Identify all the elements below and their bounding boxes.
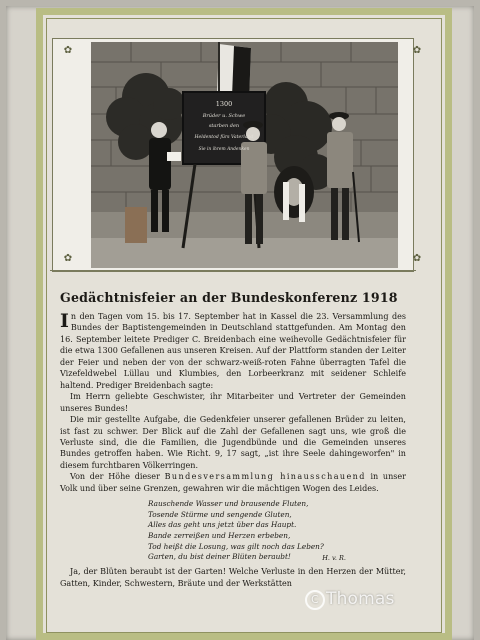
copyright-watermark xyxy=(305,589,395,611)
poem-line: Bande zerreißen und Herzen erbeben, xyxy=(148,531,291,541)
paragraph-outlook-start: Von der Höhe dieser xyxy=(70,472,160,482)
paragraph-outlook-end: in unser Volk und über seine Grenzen, gewahren wir die mächtigen Wogen des Leides. xyxy=(60,472,407,493)
poem-line: Rauschende Wasser und brausende Fluten, xyxy=(148,499,309,509)
poem-signature: H. v. R. xyxy=(322,553,346,562)
plaque-line-1: 1300 xyxy=(215,100,233,108)
poem-line: Tosende Stürme und sengende Gluten, xyxy=(148,509,292,519)
corner-ornament-top-left: ✿ xyxy=(63,45,73,56)
paragraph-intro-text: n den Tagen vom 15. bis 17. September hat in Kassel die 23. Versammlung des Bundes der Baptistengemeinden in Deutschland stattgefunden. Am Montag den 16. September leitete Prediger C. Breidenbach eine weihevolle Gedächtnisfeier für die etwa 1300 Gefallenen aus unseren Kreisen. Auf der Plattform standen der Leiter der Feier und neben der von der schwarz-weiß-roten Fahne überragten Tafel die Vizefeldwebel Lüllau und Klumbies, den Lorbeerkranz mit seidener Schleife haltend. Prediger Breidenbach sagte: xyxy=(60,312,406,390)
paragraph-salutation: Im Herrn geliebte Geschwister, ihr Mitarbeiter und Vertreter der Gemeinden unseres Bundes! xyxy=(60,392,406,413)
photo-text-divider xyxy=(50,270,416,271)
paragraph-closing: Ja, der Blüten beraubt ist der Garten! Welche Verluste in den Herzen der Mütter, Gatten, Kinder, Schwestern, Bräute und der Werkstätten xyxy=(60,567,406,588)
corner-ornament-bottom-left: ✿ xyxy=(63,253,73,264)
article xyxy=(60,290,406,589)
poem xyxy=(148,499,406,563)
corner-ornament-bottom-right: ✿ xyxy=(412,253,422,264)
article-title: Gedächtnisfeier an der Bundeskonferenz 1918 xyxy=(60,290,398,305)
watermark-text: Thomas xyxy=(326,589,395,609)
paragraph-outlook xyxy=(60,471,406,494)
drop-cap: I xyxy=(60,310,69,332)
plaque-line-2: Brüder u. Schwe xyxy=(202,113,246,119)
paragraph-intro xyxy=(60,311,406,391)
paragraph-losses: Die mir gestellte Aufgabe, die Gedenkfeier unserer gefallenen Brüder zu leiten, ist fast zu schwer. Der Blick auf die Zahl der Gefallenen sagt uns, wie groß die Verluste sind, die die Familien, die Jugendbünde und die Gemeinden unseres Bundes getroffen haben. Wie Richt. 9, 17 sagt, „ist ihre Seele dahingeworfen" in diesem furchtbaren Völkerringen. xyxy=(60,415,406,470)
corner-ornament-top-right: ✿ xyxy=(412,45,422,56)
copyright-symbol: C xyxy=(305,590,325,610)
plaque-line-4: Heldentod fürs Vaterland xyxy=(194,135,254,140)
paragraph-outlook-spaced: Bundesversammlung hinausschauend xyxy=(164,472,366,482)
memorial-photograph xyxy=(91,42,398,268)
plaque-line-3: starben den xyxy=(208,123,240,129)
photo-illustration xyxy=(91,42,398,268)
poem-line: Garten, du bist deiner Blüten beraubt! xyxy=(148,552,291,562)
plaque-line-5: Sie in ihrem Andenken xyxy=(198,147,250,152)
poem-line: Alles das geht uns jetzt über das Haupt. xyxy=(148,520,297,530)
poem-line: Tod heißt die Losung, was gilt noch das Leben? xyxy=(148,541,324,551)
